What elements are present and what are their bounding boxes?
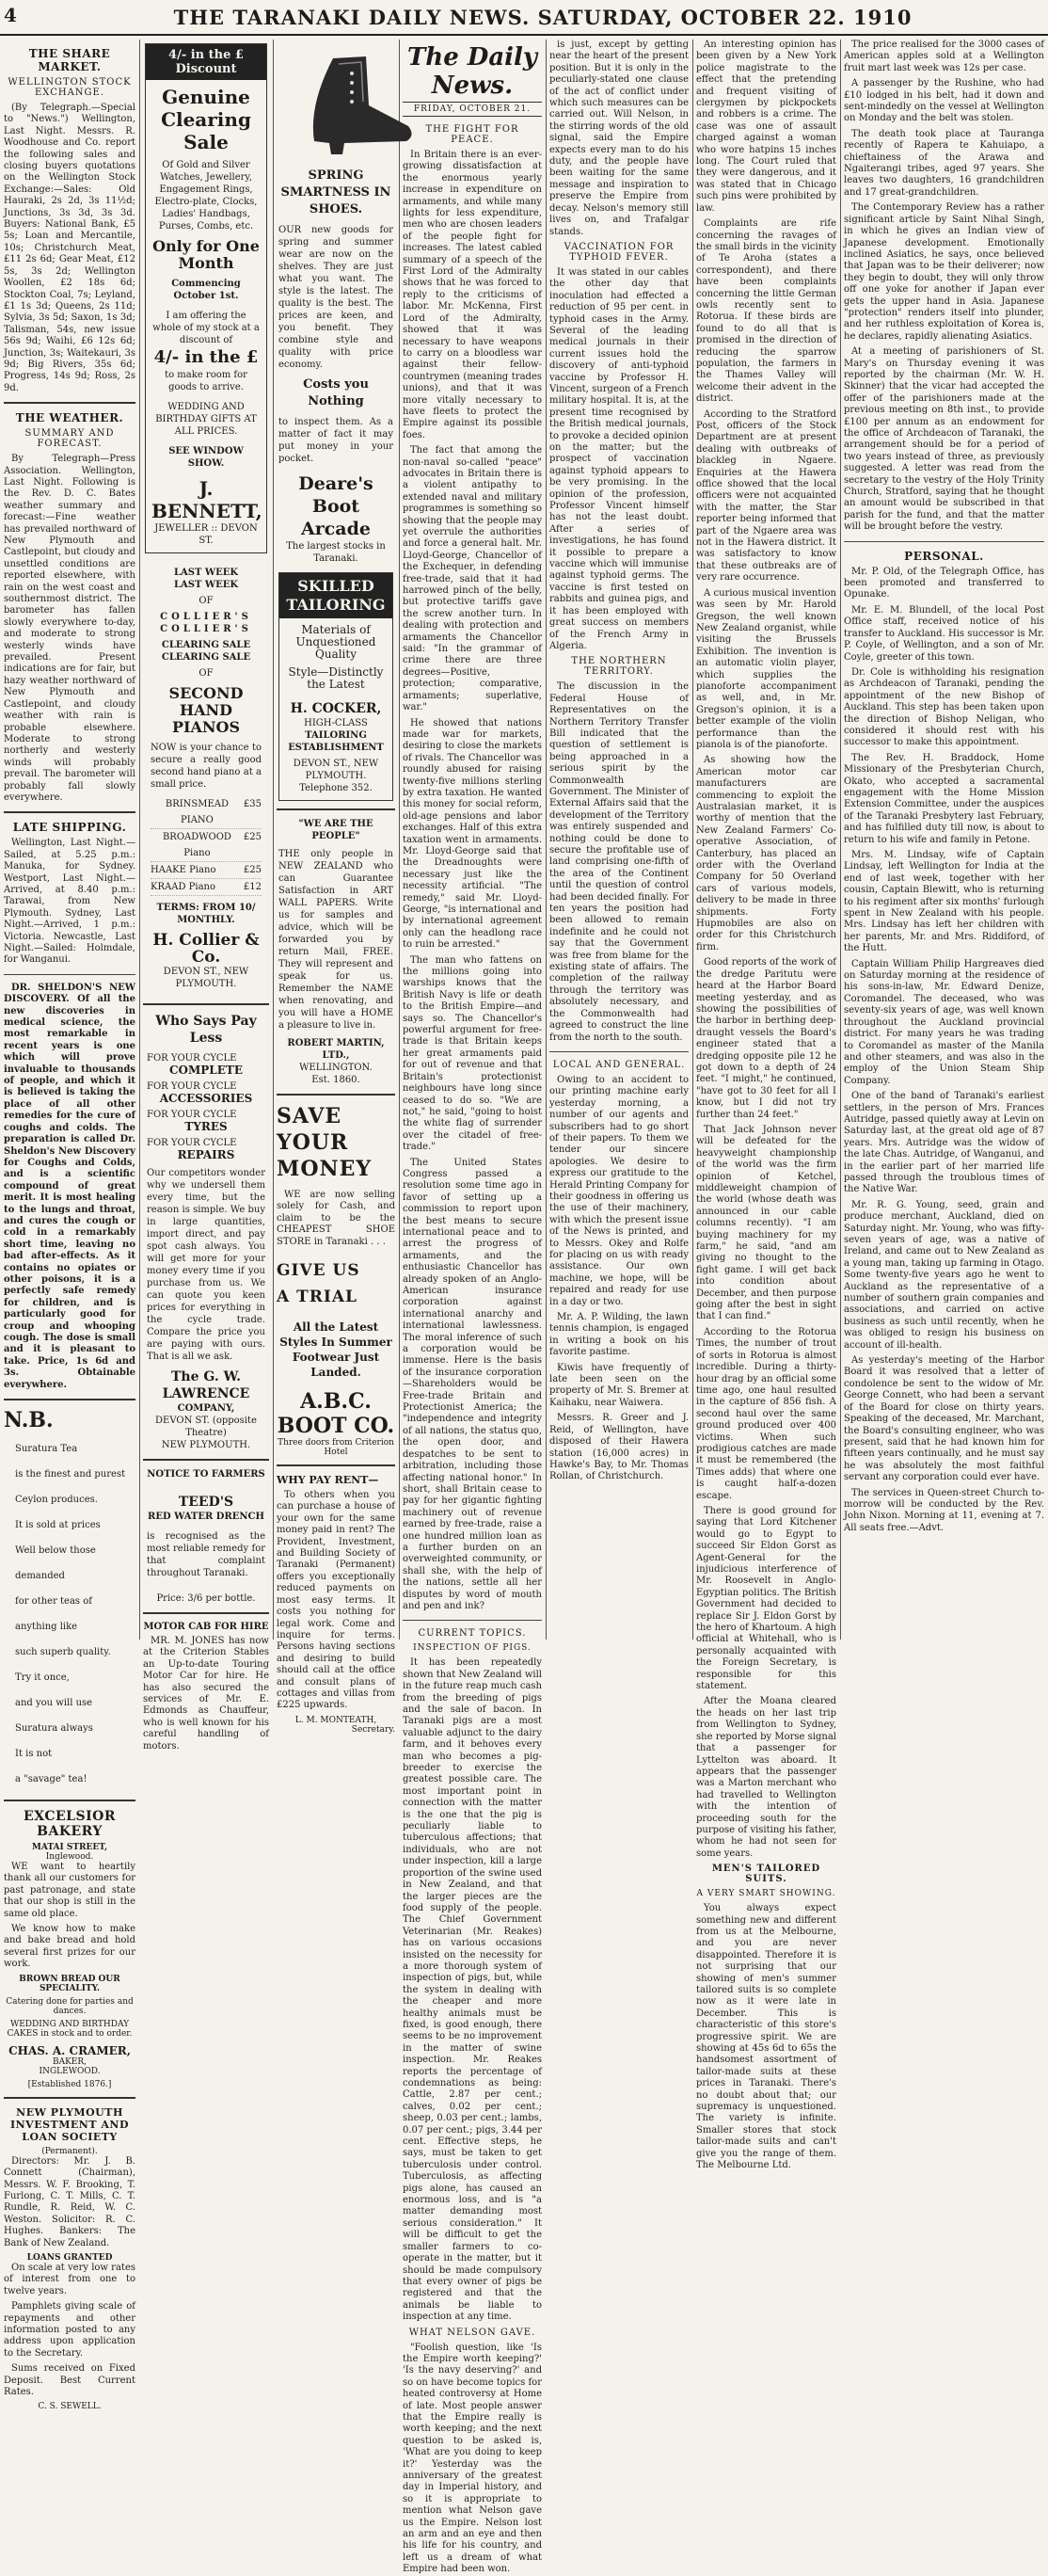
weather-subheading: SUMMARY AND FORECAST. [24, 428, 115, 450]
personal-paragraph: Mr. P. Old, of the Telegraph Office, has been promoted and transferred to Opunake. [844, 566, 1044, 600]
editorial-paragraph: In Britain there is an ever-growing dissatisfaction at the enormous yearly increase in expenditure on armaments, and while many lights for less expenditure, men who are chosen leaders of the people fight for increases. The latest cabled summary of a speech of the First Lord of the Admiralty shows that he was forced to reply to the criticisms of labor. Mr. McKenna, First Lord of the Admiralty, showed that it was necessary to have weapons to carry on a bloodless war against their fellow-countrymen (meaning trades unions), and that it was more vitally necessary to have fleets to protect the Empire against its possible foes. [403, 150, 542, 440]
tea-ad-line: anything like [15, 1622, 78, 1633]
motor-cab-heading: MOTOR CAB FOR HIRE [143, 1622, 269, 1632]
editorial-paragraph: The United States Congress passed a resolution some time ago in favor of setting up a commission to report upon the best means to secure international peace and to arrest the progress of armaments, and the enthusiastic Chancellor has already spoken of an Anglo-American insurance corporation against international anarchy and international lawlessness. The moral inference of such a corporation would be immense. Here is the basis of the insurance corporation—Shareholders would be Free-trade Britain and Protectionist America; the "independence and integrity of all nations, the status quo, the open door, and despatches to be sent to arbitration, including those affecting national honor." In short, shall Britain cease to pay for her gigantic fighting machinery out of revenue earned by free-trade, raise a one hundred million loan as a further burden on an overweighted community, or shall she, with the help of the nations, settle all her disputes by word of mouth and pen and ink? [403, 1157, 542, 1611]
divider [4, 2097, 135, 2099]
tailored-suits-subheading: A VERY SMART SHOWING. [696, 1889, 836, 1899]
bakery-cakes: WEDDING AND BIRTHDAY CAKES in stock and to order. [7, 2019, 133, 2039]
news-paragraph: According to the Rotorua Times, the number of trout of sorts in Rotorua is almost incredible. During a thirty-hour drag by an official some time ago, one haul resulted in the capture of 856 fish. A second haul over the same ground produced over 400 victims. When such prodigious catches are made it must be remembered (the Times adds) that where one is caught half-a-dozen escape. [696, 1326, 836, 1501]
column-7 [844, 40, 1044, 1640]
column-5 [549, 40, 689, 1640]
news-paragraph: The Contemporary Review has a rather significant article by Saint Nihal Singh, in which he gives an Indian view of Japanese development. Emotionally inclined Asiatics, he says, once believed that Japan was to be their deliverer; now they begin to doubt, they will only throw off one yoke for another if Japan ever gets the upper hand in Asia. Japanese "protection" renders itself into plunder, and her ruthless exploitation of Korea is, he declares, rapidly alienating Asiatics. [844, 202, 1044, 342]
personal-paragraph: One of the band of Taranaki's earliest settlers, in the person of Mrs. Frances Autridge, passed quietly away at Levin on Saturday last, at the great old age of 87 years. Mrs. Autridge was the widow of the late Chas. Autridge, of Wanganui, and in the earlier part of her married life passed through the troublous times of the Native War. [844, 1091, 1044, 1195]
tea-ad-line: is the finest and purest [15, 1469, 126, 1480]
divider [277, 1094, 395, 1096]
typhoid-heading: VACCINATION FOR TYPHOID FEVER. [564, 241, 675, 263]
cycle-service-word: ACCESSORIES [159, 1092, 253, 1105]
tea-ad-line: for other teas of [15, 1596, 92, 1608]
tea-ad-line: It is not [15, 1749, 53, 1760]
discovery-ad-text: DR. SHELDON'S NEW DISCOVERY. Of all the new discoveries in medical science, the most remarkable in recent years is one which will prove invaluable to thousands of people, and which it is believed is taking the place of all other remedies for the cure of coughs and colds. The preparation is called Dr. Sheldon's New Discovery for Coughs and Colds, and is a scientific compound of great merit. It is most healing to the lungs and throat, and cures the cough or cold in a remarkably short time, leaving no bad after-effects. As it contains no opiates or other poisons, it is a perfectly safe remedy for children, and is particularly good for croup and whooping cough. The dose is small and it is pleasant to take. Price, 1s 6d and 3s. Obtainable everywhere. [4, 982, 135, 1390]
your-word: YOUR [277, 1130, 349, 1155]
discount-banner: 4/- in the £ Discount [146, 44, 266, 80]
divider [277, 808, 395, 810]
personal-paragraph: Mrs. M. Lindsay, wife of Captain Lindsay, left Wellington for India at the end of last week, together with her cousin, Captain Blewitt, who is returning to his regiment after six months' furlough spent in New Zealand with his people. Mrs. Lindsay has left her children with her parents, Mr. and Mrs. Riddiford, of the Hutt. [844, 850, 1044, 954]
cocker-establishment: TAILORING ESTABLISHMENT [288, 730, 384, 753]
news-paragraph: According to the Stratford Post, officers of the Stock Department are at present dealing with outbreaks of blackleg in Ngaere. Enquiries at the Hawera office showed that the local officers were not acquainted with the matter, the Star reporter being informed that part of the Ngaere area was not in the Hawera district. It was satisfactory to know that these outbreaks are of very rare occurrence. [696, 408, 836, 584]
personal-paragraph: As yesterday's meeting of the Harbor Board it was resolved that a letter of condolence be sent to the widow of Mr. George Connett, who had been a servant of the Board for close on thirty years. Speaking of the deceased, Mr. Marchant, the Board's consulting engineer, who was present, said that he had known him for fifteen years continually, and he must say he was absolutely the most faithful servant any corporation could ever have. [844, 1355, 1044, 1483]
investment-directors: Directors: Mr. J. B. Connett (Chairman), Messrs. W. F. Brooking, T. Furlong, C. T. Mills, C. T. Rundle, R. Reid, W. C. Weston. Solicitor: R. C. Hughes. Bankers: The Bank of New Zealand. [4, 2155, 135, 2248]
piano-name: HAAKE Piano [151, 865, 216, 875]
abc-boot-ad [277, 1103, 395, 1457]
tea-ad-line: Suratura Tea [15, 1444, 78, 1455]
last-week-line: LAST WEEK [173, 580, 239, 590]
rent-text: To others when you can purchase a house of your own for the same money paid in rent? The Provident, Investment, and Building Society of Taranaki (Permanent) offers you exceptionally reduced payments on most easy terms. It costs you nothing for legal work. Come and inquire for terms. Persons having sections and desiring to build should call at the office and consult plans of cottages and villas from £225 upwards. [277, 1490, 395, 1711]
personal-paragraph: Mr. R. G. Young, seed, grain and produce merchant, Auckland, died on Saturday night. Mr. Young, who was fifty-seven years of age, was a native of Ireland, and came out to New Zealand as a young man, taking up farming in Otago. Some twenty-five years ago he went to Auckland as the representative of a number of southern grain companies and associations, and carried on active business as such until recently, when he was obliged to resign his business on account of ill-health. [844, 1199, 1044, 1351]
robert-martin-town: WELLINGTON. [299, 1063, 373, 1073]
news-paragraph: At a meeting of parishioners of St. Mary's on Thursday evening it was reported by the chairman (Mr. W. H. Skinner) that the vicar had accepted the offer of the parishioners made at the previous meeting on 8th inst., to provide £100 per annum as an endowment for the office of Archdeacon of Taranaki, the arrangement should be for a period of two years instead of three, as previously suggested. A letter was read from the secretary to the vestry of the Holy Trinity Church, Stratford, saying that he thought an amount would be subscribed in that parish for the fund, and that the matter will be brought before the vestry. [844, 346, 1044, 533]
weather-text: By Telegraph—Press Association. Wellington, Last Night. Following is the Rev. D. C. Bates weather summary and forecast:—Fine weather has prevailed northward of New Plymouth and Castlepoint, but cloudy and unsettled conditions are reported elsewhere, with rain on the west coast and southernmost district. The barometer has fallen slowly everywhere to-day, and moderate to strong westerly winds have prevailed. Present indications are for fair, but hazy weather northward of New Plymouth and Castlepoint, and cloudy weather with rain is probable elsewhere. Moderate to strong northerly and westerly winds will probably prevail. The barometer will probably fall slowly everywhere. [4, 454, 135, 803]
local-paragraph: Messrs. R. Greer and J. Reid, of Wellington, have disposed of their Hawera station (16,000 acres) in Hawke's Bay, to Mr. Thomas Rollan, of Christchurch. [549, 1413, 689, 1482]
news-paragraph: After the Moana cleared the heads on her last trip from Wellington to Sydney, she reported by Morse signal that a passenger for Lyttelton was aboard. It appears that the passenger was a Marton merchant who had travelled to Wellington with the intention of proceeding south for the purpose of visiting his father, whom he had not seen for some years. [696, 1696, 836, 1859]
investment-loans-text: On scale at very low rates of interest from one to twelve years. [4, 2262, 135, 2296]
local-paragraph: Kiwis have frequently of late been seen on the property of Mr. S. Bremer at Kaihaku, near Waiwera. [549, 1362, 689, 1408]
editorial-paragraph: He showed that nations made war for markets, desiring to close the markets of rivals. The Chancellor was roundly abused for raising twenty-five millions sterling by extra taxation. He wanted this money for social reform, old-age pensions and labor exchanges. Half of this extra taxation went in armaments. Mr. Lloyd-George said that the Dreadnoughts were necessary just like the necessity artificial. "The remedy," said Mr. Lloyd-George, "is international and by international agreement only can the headlong race to ruin be arrested." [403, 717, 542, 951]
share-market-heading: THE SHARE MARKET. [28, 47, 111, 73]
spring-smartness-heading: SPRING SMARTNESS IN SHOES. [280, 168, 391, 216]
tailored-suits-paragraph: You always expect something new and different from us at the Melbourne, and you are never disappointed. Therefore it is not surprising that our showing of men's summer tailored suits is so complete now as it were late in December. This is characteristic of this store's progressive spirit. We are showing at 45s 6d to 65s the handsomest assortment of tailor-made suits at these prices in Taranaki. There's no doubt about that; our supremacy is unquestioned. The variety is infinite. Smaller stores that stock tailor-made suits and can't give you the range of them. The Melbourne Ltd. [696, 1903, 836, 2171]
tea-ad-lines [4, 1436, 135, 1792]
news-paragraph: There is good ground for saying that Lord Kitchener would go to Egypt to succeed Sir Eldon Gorst as Agent-General for the injudicious interference of Mr. Roosevelt in Anglo-Egyptian politics. The British Government had decided to replace Sir J. Eldon Gorst by the hero of Khartoum. A high official at Whitehall, who is personally acquainted with the Foreign Secretary, is responsible for this statement. [696, 1505, 836, 1692]
divider [143, 1612, 269, 1614]
bakery-role: BAKER, [52, 2056, 87, 2067]
news-paragraph: A curious musical invention was seen by Mr. Harold Gregson, the well known New Zealand organist, while visiting the Brussels Exhibition. The invention is an automatic violin player, which supplies the pianoforte accompaniment as well, and, in Mr. Gregson's opinion, it is a better example of the violin performance than the pianola is of the pianoforte. [696, 587, 836, 750]
drench-text: is recognised as the most reliable remedy for that complaint throughout Taranaki. [147, 1531, 265, 1578]
shoes-invite: to inspect them. As a matter of fact it may put money in your pocket. [278, 417, 393, 464]
tailoring-materials: Materials of Unquestioned Quality [295, 623, 376, 661]
monteath-role: Secretary. [351, 1724, 395, 1735]
robert-martin-ad [278, 818, 393, 1086]
divider [4, 811, 135, 813]
northern-territory-heading: THE NORTHERN TERRITORY. [571, 656, 667, 678]
bakery-heading: EXCELSIOR BAKERY [24, 1809, 116, 1840]
abc-text: WE are now selling solely for Cash, and claim to be the CHEAPEST SHOE STORE in Taranaki . . . [277, 1190, 395, 1247]
colliers-line: COLLIER'S [160, 612, 252, 622]
notice-to-farmers: NOTICE TO FARMERS [147, 1469, 265, 1480]
clearing-sale-gifts: WEDDING AND BIRTHDAY GIFTS AT ALL PRICES. [155, 402, 257, 437]
divider [143, 1003, 269, 1005]
save-word: SAVE [277, 1104, 342, 1128]
cocker-phone: Telephone 352. [299, 783, 373, 793]
column-6 [696, 40, 836, 2171]
piano-price: £35 [243, 799, 262, 809]
investment-deposits: Sums received on Fixed Deposit. Best Current Rates. [4, 2363, 135, 2397]
collier-firm-name: H. Collier & Co. [152, 931, 260, 967]
divider [844, 541, 1044, 542]
tea-ad-line: and you will use [15, 1698, 93, 1709]
monteath-name: L. M. MONTEATH, [294, 1715, 377, 1725]
clearing-sale-line: CLEARING SALE [161, 652, 251, 663]
piano-price: £12 [243, 882, 262, 892]
second-hand-pianos-heading: SECOND HAND PIANOS [168, 684, 244, 736]
masthead [0, 0, 1048, 36]
piano-terms: TERMS: FROM 10/ MONTHLY. [156, 903, 256, 925]
tailoring-style: Style—Distinctly the Latest [288, 665, 384, 691]
why-pay-rent-heading: WHY PAY RENT— [277, 1474, 379, 1487]
tea-ad-line: It is sold at prices [15, 1520, 101, 1531]
piano-price-row [151, 796, 262, 829]
for-your-cycle-line: FOR YOUR CYCLE [147, 1081, 237, 1092]
clearing-sale-line: CLEARING SALE [161, 640, 251, 650]
investment-heading: NEW PLYMOUTH INVESTMENT AND LOAN SOCIETY [9, 2105, 129, 2143]
bakery-text-2: We know how to make and bake bread and hold several first prizes for our work. [4, 1924, 135, 1970]
red-water-drench-heading: RED WATER DRENCH [148, 1512, 264, 1522]
teeds-drench-ad [145, 1468, 267, 1605]
costs-nothing-heading: Costs you Nothing [303, 377, 369, 408]
daily-news-title: The Daily News. [406, 43, 538, 100]
piano-price: £25 [243, 865, 262, 875]
clearing-sale-items: Of Gold and Silver Watches, Jewellery, Engagement Rings, Electro-plate, Clocks, Ladies' Handbags, Purses, Combs, etc. [154, 160, 258, 232]
cycle-service-word: REPAIRS [177, 1148, 235, 1161]
investment-subheading: (Permanent). [41, 2146, 98, 2156]
fight-for-peace-heading: THE FIGHT FOR PEACE. [425, 124, 519, 145]
clearing-sale-rate: 4/- in the £ [153, 347, 259, 367]
shipping-heading: LATE SHIPPING. [12, 821, 127, 835]
motor-cab-text: MR. M. JONES has now at the Criterion Stables an Up-to-date Touring Motor Car for hire. He has also secured the services of Mr. E. Edmonds as Chauffeur, who is well known for his careful handling of motors. [143, 1636, 269, 1752]
clearing-sale-offer: I am offering the whole of my stock at a discount of [152, 311, 260, 345]
piano-name: BRINSMEAD PIANO [165, 799, 230, 825]
share-market-text: (By Telegraph.—Special to "News.") Wellington, Last Night. Messrs. R. Woodhouse and Co. report the following sales and closing buyers quotations on the Wellington Stock Exchange:—Sales: Old Hauraki, 2s 2d, 3s 11½d; Junctions, 3s 3d, 3s 3d. Buyers: National Bank, £5 5s; Loan and Mercantile, 10s; Christchurch Meat, £11 2s 6d; Gear Meat, £12 5s, 3s 2d; Wellington Woollen, £2 18s 6d; Stockton Coal, 7s; Leyland, £1 1s 3d; Queens, 2s 11d; Sylvia, 3s 5d; Saxon, 1s 3d; Talisman, 54s, new issue 56s 9d; Waihi, £6 12s 6d; Junction, 3s; Waitekauri, 3s 9d; Big Rivers, 35s 6d; Progress, 14s 9d; Ross, 2s 9d. [4, 103, 135, 393]
inspection-of-pigs-heading: INSPECTION OF PIGS. [413, 1643, 532, 1654]
bakery-text-1: WE want to heartily thank all our customers for past patronage, and state that our shop is still in the same old place. [4, 1862, 135, 1919]
weather-heading: THE WEATHER. [15, 411, 124, 425]
news-paragraph: As showing how the American motor car manufacturers are commencing to exploit the Australasian market, it is worthy of mention that the New Zealand Farmers' Co-operative Association, of Canterbury, has placed an order with the Overland Company for 50 Overland cars of various models, delivery to be made in three shipments. Forty Hupmobiles are also on order for this Christchurch firm. [696, 755, 836, 952]
robert-martin-established: Est. 1860. [311, 1075, 360, 1085]
cocker-tailoring-ad [278, 572, 393, 801]
deares-boot-ad [278, 168, 393, 565]
divider [4, 402, 135, 404]
divider [143, 1459, 269, 1461]
cocker-class: HIGH-CLASS [304, 718, 368, 728]
last-week-line: LAST WEEK [173, 568, 239, 578]
investment-loans-heading: LOANS GRANTED [26, 2252, 113, 2263]
personal-paragraph: The Rev. H. Braddock, Home Missionary of the Presbyterian Church, Okato, who accepted a sacramental engagement with the Home Mission Extension Committee, under the auspices of the Taranaki Presbytery last February, and has fulfilled duty till now, is about to return to his wife and family in Petone. [844, 752, 1044, 845]
piano-name: BROADWOOD Piano [162, 832, 231, 858]
cycle-service-word: TYRES [184, 1120, 228, 1133]
money-word: MONEY [277, 1157, 373, 1181]
nb-heading: N.B. [4, 1408, 54, 1433]
skilled-tailoring-heading: SKILLED TAILORING [279, 573, 392, 618]
local-paragraph: Mr. A. P. Wilding, the lawn tennis champion, is engaged in writing a book on his favorite pastime. [549, 1312, 689, 1358]
of-line: OF [198, 596, 214, 606]
tea-ad-line: Try it once, [15, 1672, 70, 1684]
news-paragraph: The price realised for the 3000 cases of American apples sold at a Wellington fruit mart last week was 12s per case. [844, 40, 1044, 73]
page-number: 4 [4, 4, 17, 26]
deares-tagline: The largest stocks in Taranaki. [286, 541, 386, 564]
local-and-general-heading: LOCAL AND GENERAL. [552, 1059, 686, 1070]
column-3 [277, 40, 395, 1735]
bakery-owner: CHAS. A. CRAMER, [8, 2043, 131, 2057]
bakery-brown-bread: BROWN BREAD OUR SPECIALITY. [19, 1974, 120, 1993]
column-rule [692, 40, 693, 1640]
news-paragraph: That Jack Johnson never will be defeated for the heavyweight championship of the world was the firm opinion of Ketchel, middleweight champion of the world (whose death was announced in our cable columns recently). "I am buying machinery for my farm," he said, "and am giving no thought to the fight game. I will get back into condition about December, and then purpose going after the best in sight that I can find." [696, 1124, 836, 1322]
news-paragraph: An interesting opinion has been given by a New York police magistrate to the effect that the pretending and frequent visiting of clergymen by pickpockets and robbers is a crime. The case was one of assault charged against a woman who wore hatpins 15 inches long. The Court ruled that they were dangerous, and it was stated that in Chicago such pins were prohibited by law. [696, 40, 836, 214]
bakery-town: Inglewood. [45, 1852, 94, 1863]
nelson-paragraph: "Foolish question, like 'Is the Empire worth keeping?' 'Is the navy deserving?' and so on have become topics for heated controversy at Home of late. Most people answer that the Empire really is worth keeping; and the next question to be asked is, 'What are you doing to keep it?' Yesterday was the anniversary of the greatest day in Imperial history, and so it is appropriate to mention what Nelson gave us the Empire. Nelson lost an arm and an eye and then his life for his country, and left us a dream of what Empire had been won. [403, 2342, 542, 2575]
what-nelson-gave-heading: WHAT NELSON GAVE. [408, 2327, 536, 2338]
tea-ad-line: Ceylon produces. [15, 1495, 98, 1506]
bennett-jeweller-ad [145, 43, 267, 553]
bakery-catering: Catering done for parties and dances. [6, 1996, 134, 2016]
clearing-sale-title: Genuine Clearing Sale [161, 86, 251, 153]
tailored-suits-heading: MEN'S TAILORED SUITS. [711, 1864, 821, 1885]
collier-address: DEVON ST., NEW PLYMOUTH. [163, 967, 249, 989]
divider [4, 1800, 135, 1801]
cycle-ad-text: Our competitors wonder why we undersell them every time, but the reason is simple. We buy in large quantities, import direct, and pay spot cash always. You will get more for your money every time if you purchase from us. We can quote you keen prices for everything in the cycle trade. Compare the price you are paying with ours. That is all we ask. [147, 1168, 265, 1362]
cocker-name: H. COCKER, [290, 701, 382, 716]
divider [4, 974, 135, 975]
piano-price: £25 [243, 832, 262, 842]
tea-ad-line: such superb quality. [15, 1647, 111, 1658]
pay-less-heading: Who Says Pay Less [155, 1014, 257, 1046]
clearing-sale-duration: Only for One Month [152, 237, 260, 272]
current-topics-heading: CURRENT TOPICS. [418, 1628, 527, 1640]
piano-name: KRAAD Piano [151, 882, 215, 892]
divider [403, 1620, 542, 1621]
column-rule [546, 40, 547, 1640]
cycle-lines [147, 1052, 265, 1161]
news-paragraph: The death took place at Tauranga recently of Rapera te Kahuiapo, a chieftainess of the Arawa and Ngaiterangi tribes, aged 97 years. She leaves two daughters, 16 grandchildren and 17 great-grandchildren. [844, 128, 1044, 198]
bakery-place: INGLEWOOD. [39, 2066, 101, 2076]
investment-secretary: C. S. SEWELL. [38, 2402, 102, 2412]
boot-illustration-icon [277, 49, 418, 162]
editorial-paragraph: The man who fattens on the millions going into warships knows that the British Navy is life or death to the British Empire—and says so. The Chancellor's powerful argument for free-trade is that Britain keeps her great armaments paid for out of revenue and that Britain's protectionist neighbours have long since ceased to do so. "We are not," he said, "going to hoist the white flag of surrender over the citadel of free-trade." [403, 954, 542, 1153]
lawrence-cycle-ad [145, 1013, 267, 1451]
column-1 [4, 40, 135, 2412]
of-line: OF [198, 668, 214, 679]
give-us-word: GIVE US [277, 1261, 360, 1281]
investment-pamphlets: Pamphlets giving scale of repayments and other information posted to any address upon application to the Secretary. [4, 2301, 135, 2359]
piano-price-row [151, 829, 262, 862]
colliers-piano-ad [145, 561, 267, 996]
clearing-sale-start: Commencing October 1st. [171, 279, 241, 301]
typhoid-paragraph: It was stated in our cables the other day that inoculation had effected a reduction of 95 per cent. in typhoid cases in the Army. Several of the leading medical journals in their current issues hold the discovery of anti-typhoid vaccine by Professor H. Vincent, surgeon of a French military hospital. It is, at the present time recognised by the British medical journals, to provoke a decided opinion on the matter; but the prospect of vaccination against typhoid appears to be very promising. In the opinion of the profession, Professor Vincent himself has not the least doubt. After a series of investigations, he has found it possible to prepare a vaccine which will immunise against typhoid germs. The vaccine is first tested on rabbits and guinea pigs, and it has been employed with great success on members of the French Army in Algeria. [549, 266, 689, 651]
nelson-continued: is just, except by getting near the heart of the present position. But it is only in the peculiarly-stated one clause of the act of conflict under which such measures can be carried out. Will Nelson, in the stirring words of the old signal, said the Empire expects every man to do his duty, and the people have been waiting for the same message and inspiration to preserve the Empire from decay. Nelson's memory still lives on, and Trafalgar stands. [549, 40, 689, 237]
a-trial-word: A TRIAL [277, 1288, 357, 1307]
piano-price-row [151, 879, 262, 896]
personal-paragraph: The services in Queen-street Church to-morrow will be conducted by the Rev. John Nixon. Morning at 11, evening at 7. All seats free.—Advt. [844, 1487, 1044, 1533]
pigs-paragraph: It has been repeatedly shown that New Zealand will in the future reap much cash from the breeding of pigs and the sale of bacon. In Taranaki pigs are a most valuable adjunct to the dairy farm, and it behoves every man who becomes a pig-breeder to exercise the greatest possible care. The most important point in connection with the matter is the one that the pig is peculiarly liable to tuberculous affections; that individuals, who are not under inspection, kill a large proportion of the swine used in New Zealand, and that the larger pieces are the food supply of the people. The Chief Government Veterinarian (Mr. Reakes) has on various occasions insisted on the necessity for a more thorough system of inspection of pigs, but, while the system in dealing with the cheaper and more healthy animals must be fixed, is good enough, there seems to be no improvement in the matter of swine inspection. Mr. Reakes reports the percentage of condemnations as being: Cattle, 2.87 per cent.; calves, 0.02 per cent.; sheep, 0.03 per cent.; lambs, 0.07 per cent.; pigs, 3.44 per cent. Effective steps, he says, must be taken to get tuberculosis under control. Tuberculosis, as affecting pigs alone, has caused an enormous loss, and is "a matter demanding most serious consideration." It will be difficult to get the smaller farmers to co-operate in the matter, but it should be made compulsory that every owner of pigs be registered and that the animals be liable to inspection at any time. [403, 1657, 542, 2323]
tea-ad-line: a "savage" tea! [15, 1774, 87, 1785]
share-market-subheading: WELLINGTON STOCK EXCHANGE. [8, 77, 132, 98]
colliers-line: COLLIER'S [160, 624, 252, 634]
bennett-name: J. BENNETT, [151, 477, 262, 522]
personal-heading: PERSONAL. [904, 549, 984, 563]
latest-styles: All the Latest Styles In Summer Footwear Just Landed. [279, 1320, 392, 1380]
for-your-cycle-line: FOR YOUR CYCLE [147, 1110, 237, 1120]
column-rule [399, 40, 400, 1640]
editorial-paragraph: The fact that among the non-naval so-called "peace" advocates in Britain there is a violent antipathy to extended naval and military programmes is something so showing that the people may yet overrule the authorities and force a general halt. Mr. Lloyd-George, Chancellor of the Exchequer, in defending free-trade, said that it had harrowed pinch of the belly, but protective tariffs gave the screw another turn. In dealing with protection and armaments the Chancellor said: "In the grammar of crime there are three degrees—Positive, protection; comparative, armaments; superlative, war." [403, 445, 542, 713]
bakery-street: MATAI STREET, [31, 1843, 108, 1853]
news-paragraph: Good reports of the work of the dredge Paritutu were heard at the Harbor Board meeting yesterday, and as showing the possibilities of the harbor in berthing deep-draught vessels the Board's engineer stated that a dredging opposite pile 12 he got down to a depth of 24 feet. "I might," he continued, "have got to 30 feet for all I know, but I did not try further than 24 feet." [696, 957, 836, 1120]
for-your-cycle-line: FOR YOUR CYCLE [147, 1138, 237, 1148]
piano-price-list [151, 796, 262, 896]
wallpaper-text: THE only people in NEW ZEALAND who can Guarantee Satisfaction in ART WALL PAPERS. Write us for samples and advice, which will be forwarded you by return Mail, FREE. They will represent and speak for us. Remember the NAME when renovating, and you will have a HOME a pleasure to live in. [278, 849, 393, 1031]
news-paragraph: Complaints are rife concerning the ravages of the small birds in the vicinity of Te Aroha (states a correspondent), and there have been complaints concerning the little German owls recently sent to Rotorua. If these birds are found to do all that is promised in the direction of reducing the sparrow population, the farmers in the Thames Valley will welcome their advent in the district. [696, 218, 836, 405]
news-paragraph: A passenger by the Rushine, who had £10 lodged in his belt, had it down and sent-mindedly on the vessel at Wellington on Monday and the belt was stolen. [844, 78, 1044, 124]
lawrence-company: COMPANY, [177, 1403, 235, 1414]
tea-ad-line: Suratura always [15, 1723, 93, 1735]
tea-ad-line: Well below those demanded [15, 1545, 96, 1582]
clearing-sale-room: to make room for goods to arrive. [165, 370, 247, 392]
local-paragraph: Owing to an accident to our printing machine early yesterday morning, a number of our agents and subscribers had to go short of their papers. To them we tender our sincere apologies. We desire to express our gratitude to the Herald Printing Company for their goodness in offering us the use of their machinery, with which the present issue of the News is printed, and to Messrs. Okey and Rolfe for placing on us with ready assistance. Our own machine, we hope, will be repaired and ready for use in a day or two. [549, 1074, 689, 1307]
column-rule [273, 40, 274, 1640]
column-2 [143, 40, 269, 1752]
divider [549, 1051, 689, 1052]
divider [4, 1399, 135, 1400]
shipping-text: Wellington, Last Night.—Sailed, at 5.25 p.m.: Manuka, for Sydney. Westport, Last Night.—Arrived, at 8.40 p.m.: Tarawai, from New Plymouth. Sydney, Last Night.—Arrived, 1 p.m.: Victoria. Newcastle, Last Night.—Sailed: Holmdale, for Wanganui. [4, 838, 135, 966]
bakery-established: [Established 1876.] [27, 2079, 112, 2089]
teeds-heading: TEED'S [178, 1495, 234, 1510]
column-rule [840, 40, 841, 1640]
personal-paragraph: Dr. Cole is withholding his resignation as Archdeacon of Taranaki, pending the appointment of the new Bishop of Auckland. This step has been taken upon the direction of Bishop Neligan, who considered it should rest with his successor to make this appointment. [844, 666, 1044, 748]
deares-firm-name: Deare's Boot Arcade [298, 473, 373, 539]
northern-territory-paragraph: The discussion in the Federal House of Representatives on the Northern Territory Transfer Bill indicated that the question of settlement is being approached in a serious spirit by the Commonwealth Government. The Minister of External Affairs said that the development of the Territory was entirely suspended and nothing could be done to secure the profitable use of land comprising one-fifth of the area of the Continent until the question of control had been decided finally. For ten years the position had been allowed to remain indefinite and he could not say that the Government was free from blame for the existing state of affairs. The completion of the railway through the territory was absolutely necessary, and the Commonwealth had agreed to construct the line from the north to the south. [549, 681, 689, 1043]
cycle-service-word: COMPLETE [169, 1064, 243, 1077]
editorial-date: FRIDAY, OCTOBER 21. [403, 102, 542, 117]
robert-martin-name: ROBERT MARTIN, LTD., [287, 1038, 385, 1061]
column-4 [403, 40, 542, 2575]
we-are-the-people-heading: "WE ARE THE PEOPLE" [298, 819, 373, 841]
shoes-text: OUR new goods for spring and summer wear are now on the shelves. They are just what you want. The style is the latest. The quality is the best. The prices are keen, and you benefit. They combine style and quality with price economy. [278, 225, 393, 370]
divider [277, 1464, 395, 1466]
lawrence-firm-name: The G. W. LAWRENCE [162, 1369, 250, 1401]
for-your-cycle-line: FOR YOUR CYCLE [147, 1053, 237, 1064]
clearing-sale-window: SEE WINDOW SHOW. [168, 446, 244, 469]
personal-paragraph: Mr. E. M. Blundell, of the local Post Office staff, received notice of his transfer to Auckland. His successor is Mr. P. Coyle, of Wellington, and a son of Mr. Coyle, greeter of this town. [844, 604, 1044, 663]
personal-paragraph: Captain William Philip Hargreaves died on Saturday morning at the residence of his sons-in-law, Mr. Edward Denize, Coromandel. The deceased, who was seventy-six years of age, was well known throughout the Auckland provincial district. For many years he was trading to Coromandel as master of the Manila and other steamers, and was also in the employ of the Union Steam Ship Company. [844, 958, 1044, 1086]
abc-address: Three doors from Criterion Hotel [278, 1438, 394, 1458]
column-rule [139, 40, 140, 1640]
drench-price: Price: 3/6 per bottle. [156, 1593, 256, 1604]
newspaper-title: THE TARANAKI DAILY NEWS. SATURDAY, OCTOBER 22. 1910 [173, 6, 913, 29]
bennett-address: JEWELLER :: DEVON ST. [154, 523, 258, 546]
abc-firm-name: A.B.C. BOOT CO. [277, 1389, 395, 1439]
piano-price-row [151, 862, 262, 879]
lawrence-address: DEVON ST. (opposite Theatre) [155, 1416, 257, 1438]
cocker-address: DEVON ST., NEW PLYMOUTH. [293, 759, 379, 781]
pianos-intro: NOW is your chance to secure a really good second hand piano at a small price. [151, 743, 262, 790]
lawrence-town: NEW PLYMOUTH. [161, 1440, 251, 1450]
